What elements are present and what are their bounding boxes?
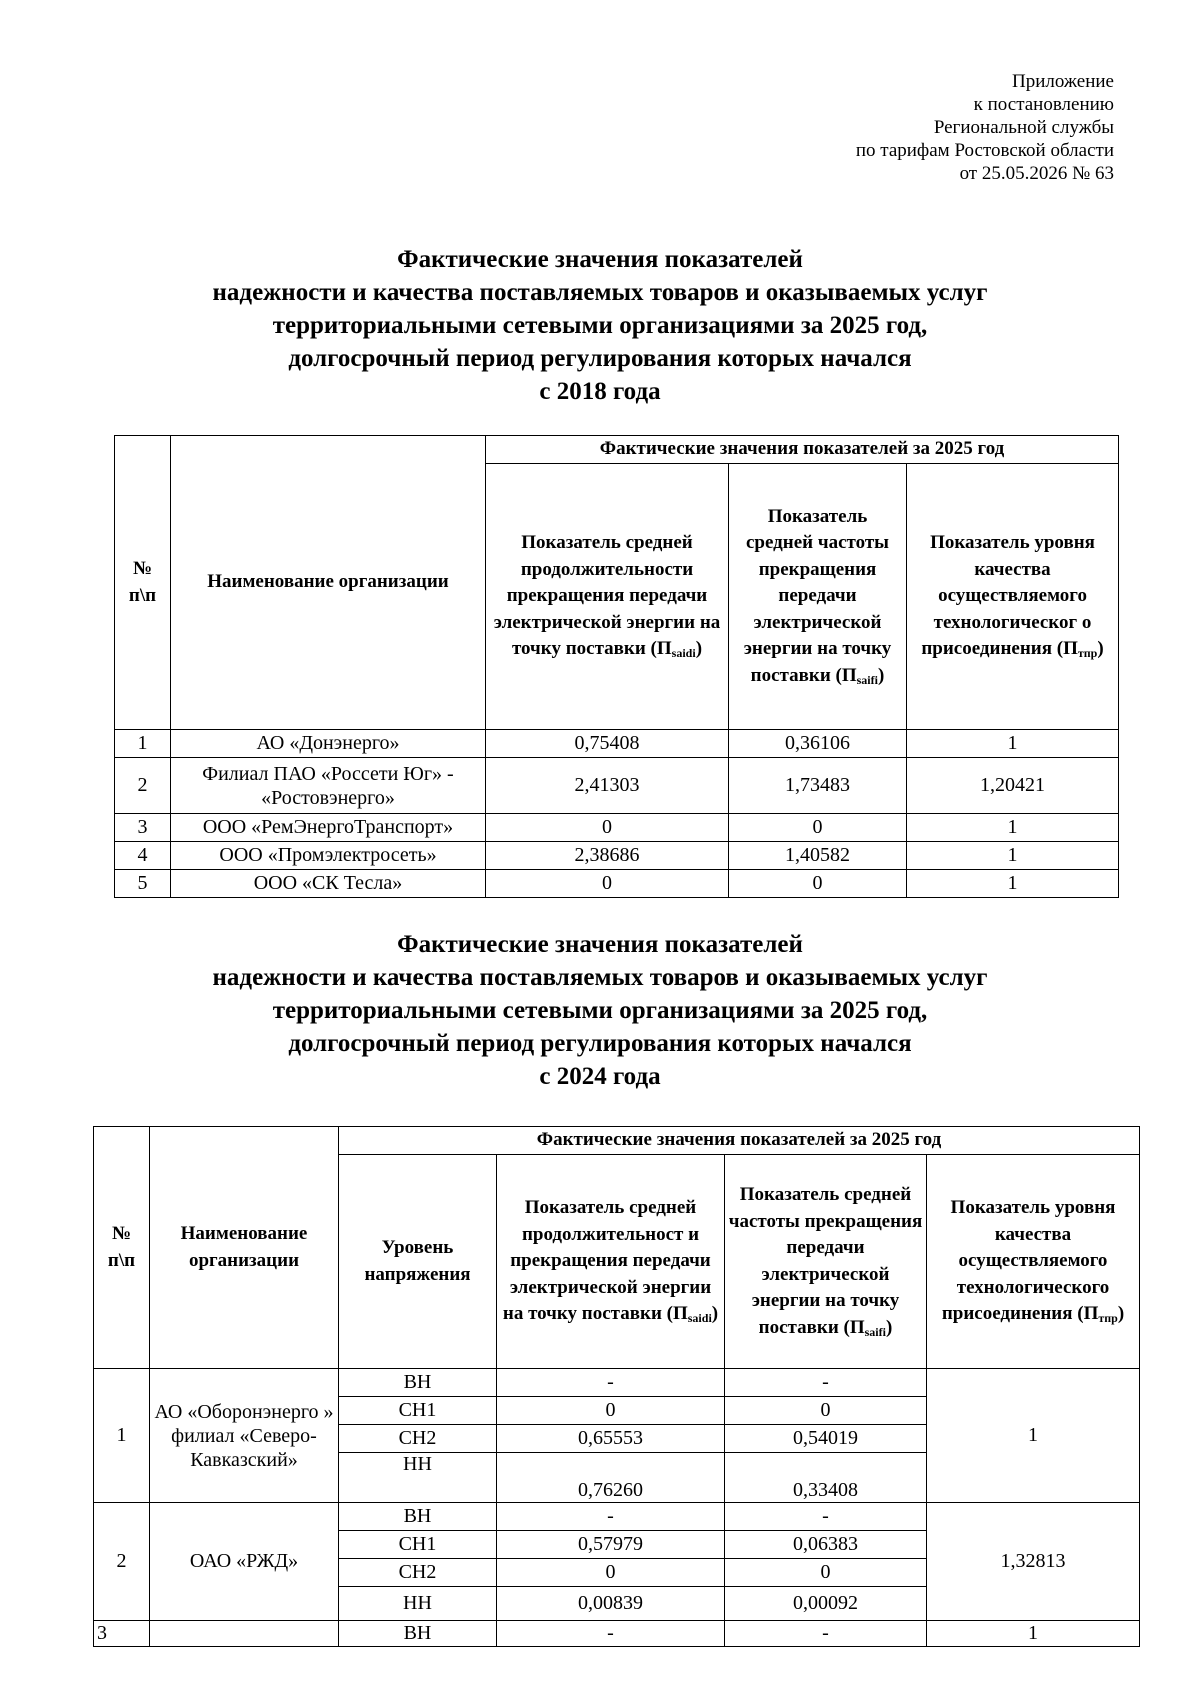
cell-voltage: СН1 [339,1531,497,1559]
cell-num: 5 [115,870,171,898]
cell-tpr: 1 [907,842,1119,870]
cell-saidi: 0 [486,814,729,842]
col-header-num: № п\п [94,1127,150,1369]
cell-name: АО «Оборонэнерго » филиал «Северо-Кавказский» [150,1369,339,1503]
cell-num: 1 [94,1369,150,1503]
title-line: Фактические значения показателей [397,931,803,958]
cell-tpr: 1,32813 [927,1503,1140,1621]
col-header-voltage: Уровень напряжения [339,1155,497,1369]
cell-saifi: - [725,1621,927,1647]
title-line: долгосрочный период регулирования которых начался [288,1030,912,1057]
title-line: территориальными сетевыми организациями за 2025 год, [272,997,928,1024]
cell-tpr: 1 [907,870,1119,898]
col-header-tpr: Показатель уровня качества осуществляемого технологического присоединения $(П_{тпр})$ [927,1155,1140,1369]
cell-name: ООО «Промэлектросеть» [171,842,486,870]
col-header-num: № п\п [115,436,171,730]
table-row [94,1369,1140,1397]
cell-saifi: 0 [729,814,907,842]
cell-num: 1 [115,730,171,758]
table-row [115,814,1119,842]
cell-saifi: 0,36106 [729,730,907,758]
cell-saidi: 0 [497,1559,725,1587]
annex-header [856,70,1114,185]
title-line: Фактические значения показателей [397,246,803,273]
cell-saifi: 0 [725,1397,927,1425]
col-header-saidi: Показатель средней продолжительност и прекращения передачи электрической энергии на точку поставки $(П_{saidi})$ [497,1155,725,1369]
col-header-tpr: Показатель уровня качества осуществляемого технологическог о присоединения $(П_{тпр})$ [907,464,1119,730]
cell-tpr: 1 [927,1621,1140,1647]
title-line: надежности и качества поставляемых товаров и оказываемых услуг [212,279,988,306]
cell-saifi: 0,06383 [725,1531,927,1559]
reliability-table-2024 [93,1126,1140,1647]
cell-saidi: - [497,1621,725,1647]
cell-saidi: 0,65553 [497,1425,725,1453]
col-header-group: Фактические значения показателей за 2025 год [339,1127,1140,1155]
cell-saifi: - [725,1503,927,1531]
title-line: долгосрочный период регулирования которых начался [288,345,912,372]
col-header-name: Наименование организации [171,436,486,730]
cell-voltage: НН [339,1587,497,1621]
title-line: с 2024 года [539,1063,661,1090]
cell-saidi: 0,00839 [497,1587,725,1621]
cell-name: АО «Донэнерго» [171,730,486,758]
col-header-saidi: Показатель средней продолжительности прекращения передачи электрической энергии на точку поставки $(П_{saidi})$ [486,464,729,730]
col-header-saifi: Показатель средней частоты прекращения передачи электрической энергии на точку поставки $(П_{saifi})$ [725,1155,927,1369]
cell-name [150,1621,339,1647]
cell-saifi: 0 [725,1559,927,1587]
cell-saidi: 2,38686 [486,842,729,870]
cell-saidi: - [497,1369,725,1397]
cell-voltage: СН2 [339,1425,497,1453]
cell-saidi: - [497,1503,725,1531]
cell-saidi: 0 [486,870,729,898]
title-line: территориальными сетевыми организациями за 2025 год, [272,312,928,339]
cell-saifi: 1,73483 [729,758,907,814]
table-row [94,1503,1140,1531]
cell-saifi: 0 [729,870,907,898]
cell-num: 2 [94,1503,150,1621]
cell-name: ОАО «РЖД» [150,1503,339,1621]
cell-tpr: 1,20421 [907,758,1119,814]
cell-tpr: 1 [927,1369,1140,1503]
cell-saidi: 2,41303 [486,758,729,814]
cell-voltage: НН [339,1453,497,1503]
section1-title [0,243,1200,408]
cell-name: ООО «СК Тесла» [171,870,486,898]
col-header-saifi: Показатель средней частоты прекращения передачи электрической энергии на точку поставки $(П_{saifi})$ [729,464,907,730]
table-row [115,730,1119,758]
saifi-subscript: saifi [864,1324,886,1339]
title-line: с 2018 года [539,378,661,405]
col-header-group: Фактические значения показателей за 2025 год [486,436,1119,464]
cell-tpr: 1 [907,730,1119,758]
cell-saifi: 0,33408 [725,1453,927,1503]
cell-voltage: СН2 [339,1559,497,1587]
cell-voltage: ВН [339,1621,497,1647]
table-row [115,758,1119,814]
annex-header-line: по тарифам Ростовской области [855,140,1114,161]
cell-saifi: 0,54019 [725,1425,927,1453]
table-row [115,842,1119,870]
cell-saifi: 1,40582 [729,842,907,870]
cell-num: 2 [115,758,171,814]
cell-saidi: 0,76260 [497,1453,725,1503]
tpr-subscript: тпр [1098,1311,1118,1326]
table-row [115,870,1119,898]
cell-saidi: 0,75408 [486,730,729,758]
cell-name: Филиал ПАО «Россети Юг» - «Ростовэнерго» [171,758,486,814]
cell-saifi: - [725,1369,927,1397]
reliability-table-2018 [114,435,1119,898]
cell-num: 3 [115,814,171,842]
annex-header-line: Региональной службы [933,117,1114,138]
col-header-name: Наименование организации [150,1127,339,1369]
saidi-subscript: saidi [671,646,696,661]
cell-voltage: ВН [339,1369,497,1397]
annex-header-line: к постановлению [973,94,1114,115]
cell-saidi: 0,57979 [497,1531,725,1559]
section2-title [0,928,1200,1093]
annex-header-line: Приложение [1012,71,1114,92]
cell-voltage: ВН [339,1503,497,1531]
cell-saidi: 0 [497,1397,725,1425]
cell-num: 3 [94,1621,150,1647]
title-line: надежности и качества поставляемых товаров и оказываемых услуг [212,964,988,991]
cell-voltage: СН1 [339,1397,497,1425]
saifi-subscript: saifi [856,672,878,687]
cell-name: ООО «РемЭнергоТранспорт» [171,814,486,842]
table-row [94,1621,1140,1647]
cell-saifi: 0,00092 [725,1587,927,1621]
cell-num: 4 [115,842,171,870]
annex-header-line: от 25.05.2026 № 63 [959,163,1114,184]
saidi-subscript: saidi [687,1311,712,1326]
cell-tpr: 1 [907,814,1119,842]
tpr-subscript: тпр [1077,646,1098,661]
